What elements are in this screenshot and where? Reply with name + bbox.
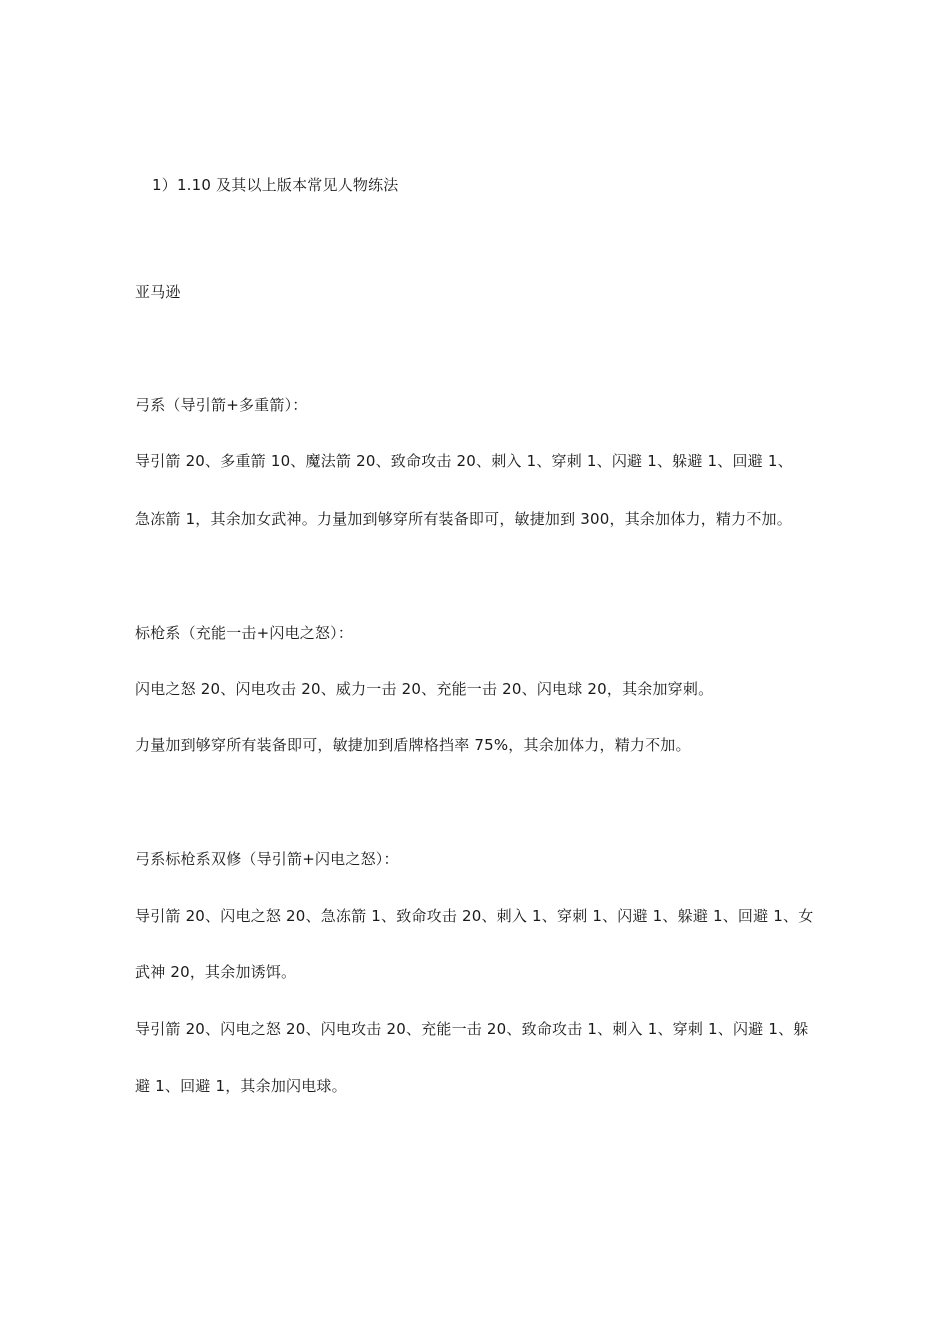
javelin-build-line-1: 闪电之怒 20、闪电攻击 20、威力一击 20、充能一击 20、闪电球 20，其余加穿刺。 <box>135 680 714 698</box>
hybrid-build-line-2: 武神 20，其余加诱饵。 <box>135 963 297 981</box>
hybrid-build-line-1: 导引箭 20、闪电之怒 20、急冻箭 1、致命攻击 20、刺入 1、穿刺 1、闪避 1、躲避 1、回避 1、女 <box>135 907 814 925</box>
section-heading: 1）1.10 及其以上版本常见人物练法 <box>152 176 399 194</box>
javelin-build-title: 标枪系（充能一击+闪电之怒）： <box>135 624 354 642</box>
hybrid-build-line-3: 导引箭 20、闪电之怒 20、闪电攻击 20、充能一击 20、致命攻击 1、刺入 1、穿刺 1、闪避 1、躲 <box>135 1020 809 1038</box>
bow-build-line-1: 导引箭 20、多重箭 10、魔法箭 20、致命攻击 20、刺入 1、穿刺 1、闪避 1、躲避 1、回避 1、 <box>135 452 793 470</box>
hybrid-build-title: 弓系标枪系双修（导引箭+闪电之怒）： <box>135 850 399 868</box>
hybrid-build-line-4: 避 1、回避 1，其余加闪电球。 <box>135 1077 347 1095</box>
bow-build-title: 弓系（导引箭+多重箭）： <box>135 396 308 414</box>
bow-build-line-2: 急冻箭 1，其余加女武神。力量加到够穿所有装备即可，敏捷加到 300，其余加体力，精力不加。 <box>135 510 792 528</box>
character-name: 亚马逊 <box>135 283 181 301</box>
javelin-build-line-2: 力量加到够穿所有装备即可，敏捷加到盾牌格挡率 75%，其余加体力，精力不加。 <box>135 736 691 754</box>
